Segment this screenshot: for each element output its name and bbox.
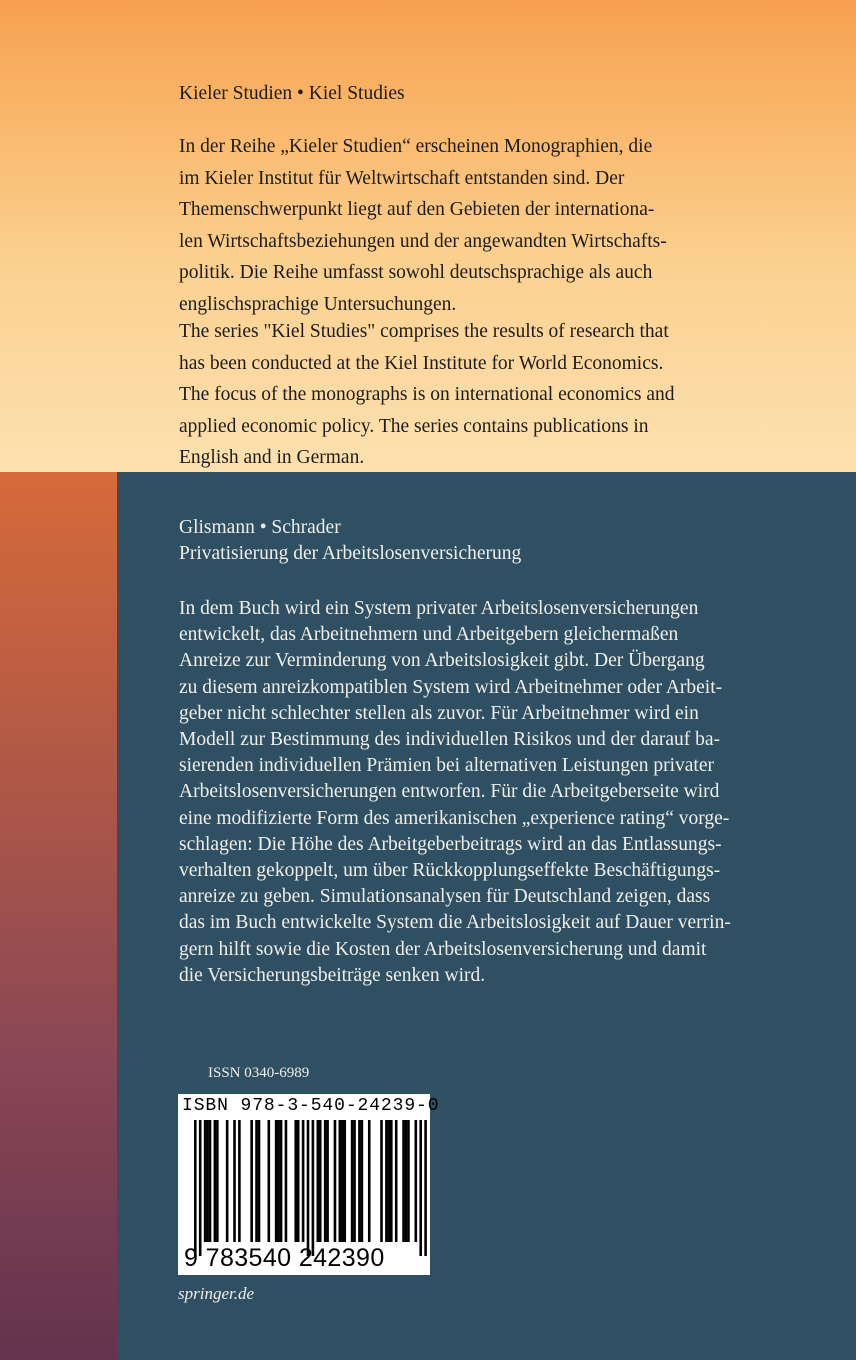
text-line: im Kieler Institut für Weltwirtschaft entstanden sind. Der	[179, 167, 625, 189]
text-line: verhalten gekoppelt, um über Rückkopplungseffekte Beschäftigungs-	[179, 860, 721, 882]
barcode-bar	[285, 1120, 288, 1242]
book-description	[179, 596, 773, 989]
text-line: englischsprachige Untersuchungen.	[179, 293, 457, 315]
text-line: len Wirtschaftsbeziehungen und der angewandten Wirtschafts-	[179, 230, 667, 252]
barcode-bar	[343, 1120, 346, 1242]
barcode-bar	[405, 1120, 408, 1242]
text-line: zu diesem anreizkompatiblen System wird Arbeitnehmer oder Arbeit-	[179, 676, 723, 698]
barcode-bar	[395, 1120, 398, 1242]
barcode-bar	[361, 1120, 364, 1242]
text-line: Modell zur Bestimmung des individuellen Risikos und der darauf ba-	[179, 729, 721, 751]
barcode-bar	[206, 1120, 209, 1242]
text-line: Anreize zur Verminderung von Arbeitslosigkeit gibt. Der Übergang	[179, 650, 705, 672]
text-line: The series "Kiel Studies" comprises the results of research that	[179, 321, 669, 342]
decorative-color-strip	[0, 472, 117, 1360]
barcode-bar	[351, 1120, 354, 1242]
barcode-bar	[209, 1120, 212, 1242]
book-title: Privatisierung der Arbeitslosenversicherung	[179, 543, 522, 564]
text-line: geber nicht schlechter stellen als zuvor. Für Arbeitnehmer wird ein	[179, 702, 699, 724]
text-line: sierenden individuellen Prämien bei alternativen Leistungen privater	[179, 755, 714, 777]
text-line: Themenschwerpunkt liegt auf den Gebieten der internationa-	[179, 199, 655, 220]
text-line: die Versicherungsbeiträge senken wird.	[179, 964, 486, 986]
publisher-website: springer.de	[178, 1284, 255, 1303]
barcode-bar	[297, 1120, 300, 1242]
barcode-bar	[302, 1120, 305, 1242]
barcode-bar	[277, 1120, 280, 1242]
text-line: anreize zu geben. Simulationsanalysen für Deutschland zeigen, dass	[179, 886, 711, 908]
series-description-english	[179, 316, 749, 474]
book-authors: Glismann • Schrader	[179, 517, 341, 538]
barcode-bar	[319, 1120, 322, 1242]
text-line: In dem Buch wird ein System privater Arbeitslosenversicherungen	[179, 598, 699, 619]
barcode-bar	[226, 1120, 229, 1242]
barcode-bar	[312, 1120, 315, 1256]
text-line: politik. Die Reihe umfasst sowohl deutschsprachige als auch	[179, 262, 653, 283]
text-line: schlagen: Die Höhe des Arbeitgeberbeitrags wird an das Entlassungs-	[179, 833, 722, 855]
barcode-bar	[390, 1120, 393, 1242]
barcode-bar	[339, 1120, 342, 1242]
text-line: das im Buch entwickelte System die Arbeitslosigkeit auf Dauer verrin-	[179, 912, 731, 934]
barcode-bar	[258, 1120, 261, 1242]
text-line: entwickelt, das Arbeitnehmern und Arbeitgebern gleichermaßen	[179, 624, 679, 646]
barcode-bar	[358, 1120, 361, 1242]
series-title: Kieler Studien • Kiel Studies	[179, 83, 405, 104]
barcode-bar	[255, 1120, 258, 1242]
barcode-bar	[380, 1120, 383, 1242]
barcode-bar	[214, 1120, 217, 1242]
barcode-bar	[353, 1120, 356, 1242]
barcode-bar	[385, 1120, 388, 1242]
barcode-bar	[317, 1120, 320, 1242]
barcode-bar	[238, 1120, 241, 1242]
barcode-bar	[294, 1120, 297, 1242]
isbn-barcode	[178, 1094, 440, 1275]
issn-label: ISSN 0340-6989	[208, 1065, 310, 1081]
barcode-bar	[341, 1120, 344, 1242]
barcode-bar	[307, 1120, 310, 1256]
barcode-bar	[250, 1120, 253, 1242]
barcode-bar	[334, 1120, 337, 1242]
barcode-bar	[199, 1120, 202, 1256]
text-line: The focus of the monographs is on international economics and	[179, 384, 675, 405]
text-line: English and in German.	[179, 447, 365, 468]
barcode-bar	[194, 1120, 197, 1256]
barcode-bar	[324, 1120, 327, 1242]
barcode-bar	[402, 1120, 405, 1242]
barcode-bar	[275, 1120, 278, 1242]
barcode-bar	[419, 1120, 422, 1256]
barcode-bar	[280, 1120, 283, 1242]
series-description-german	[179, 131, 739, 320]
barcode-bar	[424, 1120, 427, 1256]
barcode-bar	[368, 1120, 371, 1242]
barcode-bar	[326, 1120, 329, 1242]
barcode-bar	[415, 1120, 418, 1242]
text-line: Arbeitslosenversicherungen entworfen. Für die Arbeitgeberseite wird	[179, 781, 720, 803]
text-line: gern hilft sowie die Kosten der Arbeitslosenversicherung und damit	[179, 938, 707, 960]
barcode-bar	[216, 1120, 219, 1242]
text-line: eine modifizierte Form des amerikanischen „experience rating“ vorge-	[179, 807, 730, 829]
isbn-label: ISBN 978-3-540-24239-0	[182, 1096, 440, 1116]
barcode-bar	[388, 1120, 391, 1242]
barcode-bar	[204, 1120, 207, 1242]
barcode-digits: 9 783540 242390	[184, 1244, 385, 1272]
barcode-bar	[233, 1120, 236, 1242]
text-line: applied economic policy. The series contains publications in	[179, 415, 649, 437]
text-line: In der Reihe „Kieler Studien“ erscheinen Monographien, die	[179, 136, 653, 157]
text-line: has been conducted at the Kiel Institute for World Economics.	[179, 352, 664, 374]
barcode-bar	[268, 1120, 271, 1242]
barcode-bar	[407, 1120, 410, 1242]
